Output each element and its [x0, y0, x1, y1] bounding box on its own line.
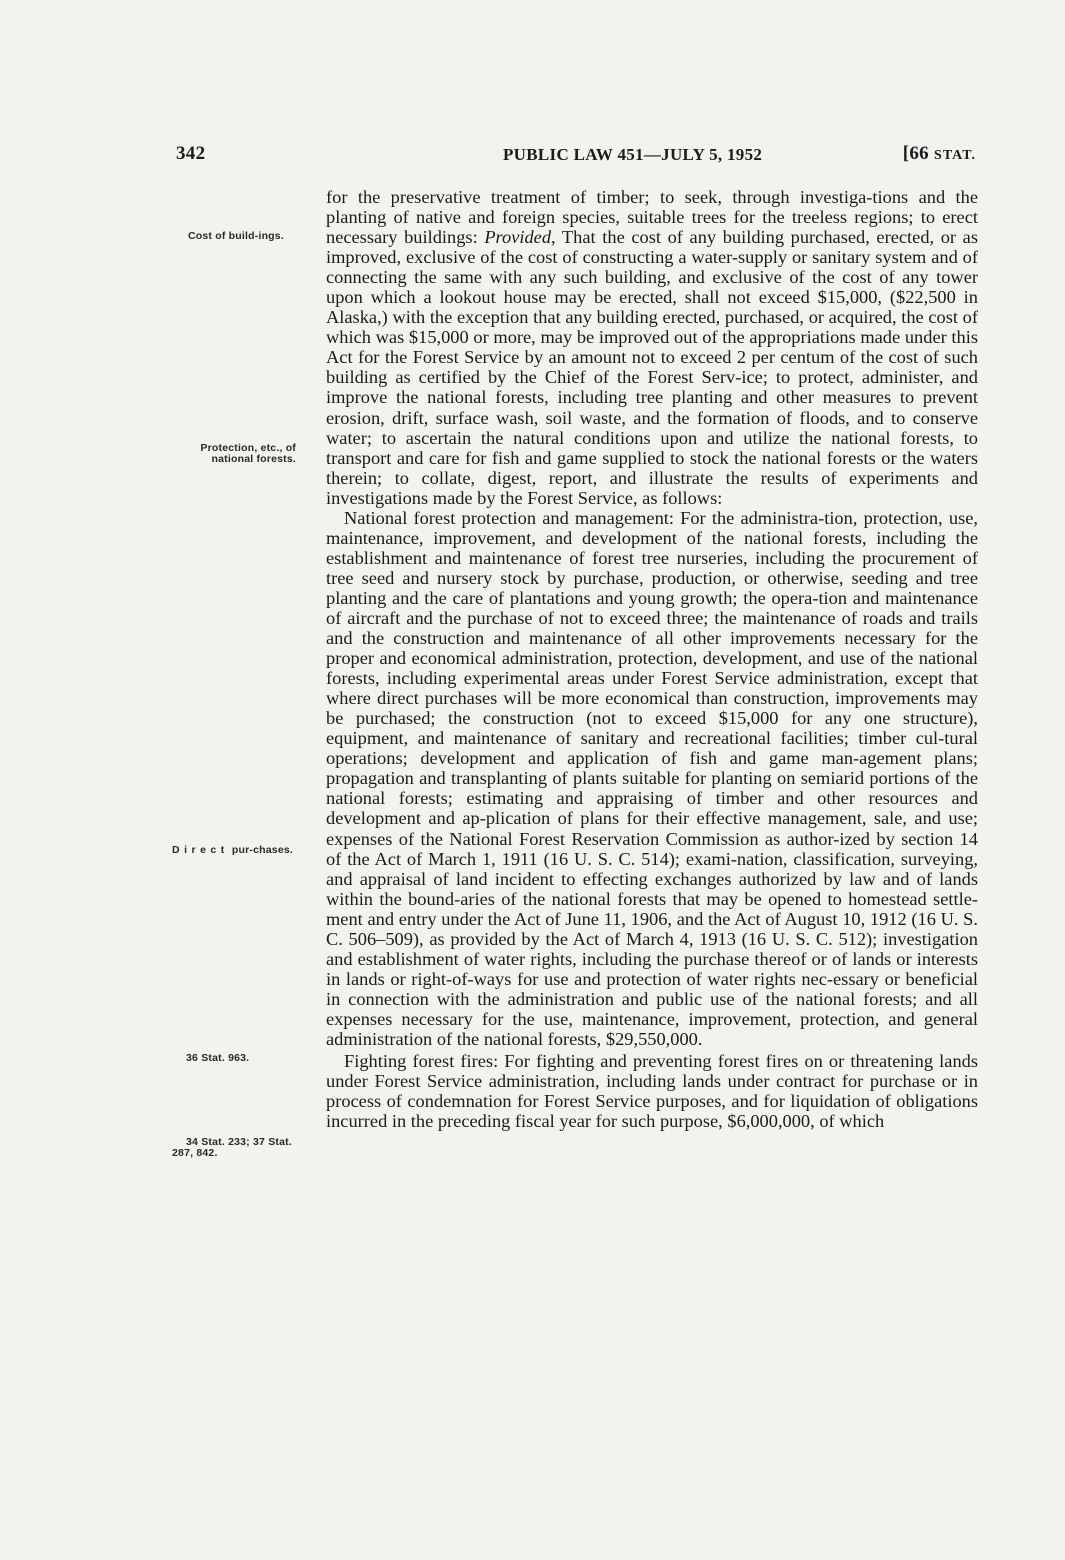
margin-note-purchases-word: pur-chases. [228, 844, 294, 856]
paragraph-fighting-forest-fires: Fighting forest fires: For fighting and preventing forest fires on or threatening lands under Forest Service administration, including lands under contract for purchase or in process of condemnation for Forest Service purposes, and for liquidation of obligations incurred in the preceding fiscal year for such purpose, $6,000,000, of which [326, 1051, 978, 1132]
paragraph-1-part-b: , That the cost of any building purchased, erected, or as improved, exclusive of the cost of constructing a water-supply or sanitary system and of connecting the same with any such building, and exclusive of the cost of any tower upon which a lookout house may be erected, shall not exceed $15,000, ($22,500 in Alaska,) with the exception that any building erected, purchased, or acquired, the cost of which was $15,000 or more, may be improved out of the appropriations made under this Act for the Forest Service by an amount not to exceed 2 per centum of the cost of such building as certified by the Chief of the Forest Serv-ice; to protect, administer, and improve the national forests, including tree planting and other measures to prevent erosion, drift, surface wash, soil waste, and the formation of floods, and to conserve water; to ascertain the natural conditions upon and utilize the national forests, to transport and care for fish and game supplied to stock the national forests or the waters therein; to collate, digest, report, and illustrate the results of experiments and investigations made by the Forest Service, as follows: [326, 227, 978, 508]
margin-note-protection: Protection, etc., of national forests. [200, 442, 296, 465]
margin-note-34-stat: 34 Stat. 233; 37 Stat. 287, 842. [172, 1136, 292, 1159]
paragraph-national-forest-protection: National forest protection and management: For the administra-tion, protection, use, maintenance, improvement, and development of the national forests, including the establishment and maintenance of forest tree nurseries, including the procurement of tree seed and nursery stock by purchase, production, or otherwise, seeding and tree planting and the care of plantations and young growth; the opera-tion and maintenance of aircraft and the purchase of not to exceed three; the maintenance of roads and trails and the construction and maintenance of all other improvements necessary for the proper and economical administration, protection, development, and use of the national forests, including experimental areas under Forest Service administration, except that where direct purchases will be more economical than construction, improvements may be purchased; the construction (not to exceed $15,000 for any one structure), equipment, and maintenance of sanitary and recreational facilities; timber cul-tural operations; development and application of fish and game man-agement plans; propagation and transplanting of plants suitable for planting on semiarid portions of the national forests; estimating and appraising of timber and other resources and development and ap-plication of plans for their effective management, sale, and use; expenses of the National Forest Reservation Commission as author-ized by section 14 of the Act of March 1, 1911 (16 U. S. C. 514); exami-nation, classification, surveying, and appraisal of land incident to effecting exchanges authorized by law and of lands within the bound-aries of the national forests that may be opened to homestead settle-ment and entry under the Act of June 11, 1906, and the Act of August 10, 1912 (16 U. S. C. 506–509), as provided by the Act of March 4, 1913 (16 U. S. C. 512); investigation and establishment of water rights, including the purchase thereof or of lands or interests in lands or right-of-ways for use and protection of water rights nec-essary or beneficial in connection with the administration and public use of the national forests; and all expenses necessary for the use, maintenance, improvement, protection, and general administration of the national forests, $29,550,000. [326, 507, 978, 1049]
margin-note-direct-purchases [172, 845, 296, 856]
volume-reference [903, 143, 976, 165]
volume-prefix: [66 [902, 143, 935, 164]
running-header [176, 143, 976, 171]
running-title: PUBLIC LAW 451—JULY 5, 1952 [503, 145, 763, 164]
body-text [326, 187, 978, 1131]
provided-term: Provided [484, 227, 552, 248]
volume-stat: STAT. [934, 148, 976, 163]
page-number: 342 [176, 143, 206, 164]
paragraph-preservative-treatment [326, 187, 978, 508]
margin-note-direct-word: Direct [172, 844, 229, 856]
paragraph-1-part-a: for the preservative treatment of timber; to seek, through investiga-tions and the planting of native and foreign species, suitable trees for the treeless regions; to erect necessary buildings: [326, 187, 978, 248]
margin-note-cost-of-buildings: Cost of build-ings. [188, 230, 284, 242]
margin-note-36-stat: 36 Stat. 963. [186, 1052, 250, 1064]
